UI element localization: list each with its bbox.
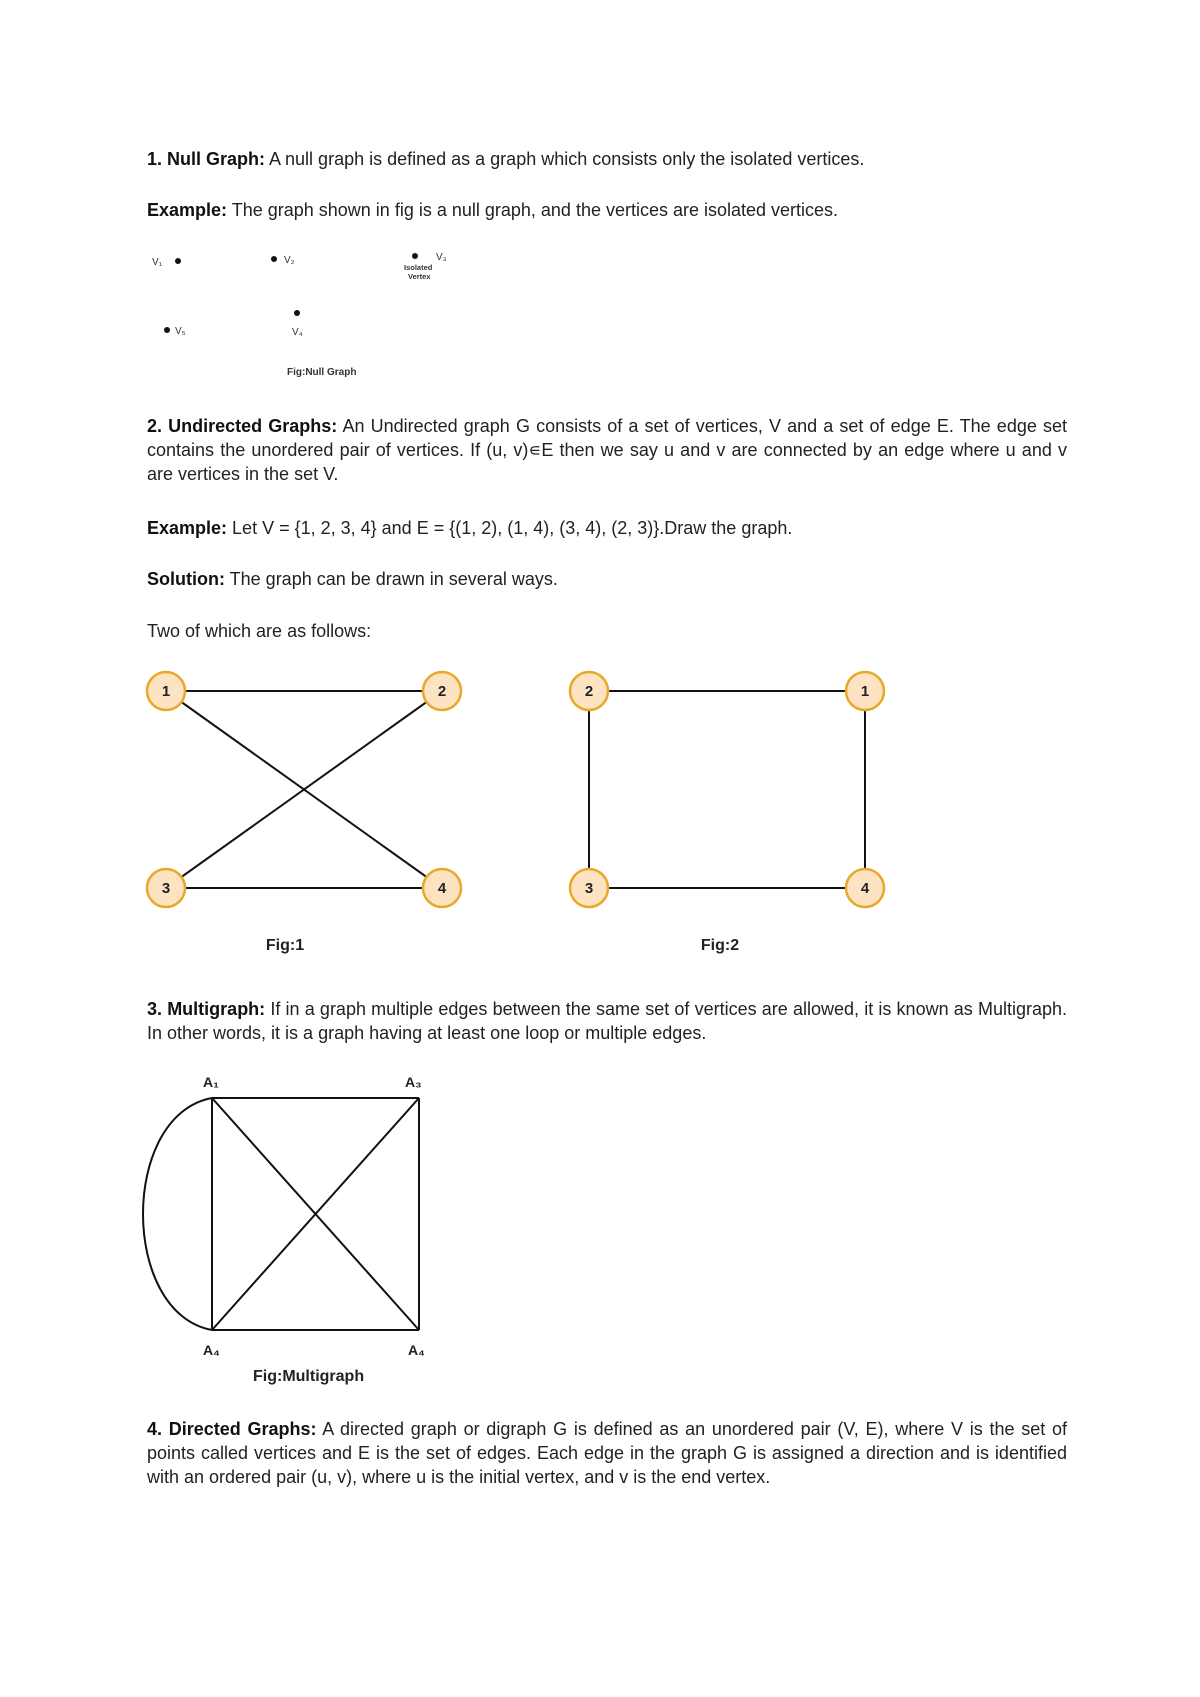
figure-caption: Fig:Multigraph: [253, 1368, 365, 1385]
undirected-example: [147, 516, 1067, 540]
undirected-solution: [147, 567, 1067, 591]
figure-caption: Fig:1: [265, 937, 305, 954]
undirected-definition: An Undirected graph G consists of a set of vertices, V and a set of edge E. The edge set contains the unordered pair of vertices. If (u, v)∊E then we say u and v are connected by an edge where u and v are vertices in the set V.: [147, 416, 1067, 484]
directed-heading: 4. Directed Graphs:: [147, 1419, 317, 1439]
solution-text: The graph can be drawn in several ways.: [224, 569, 558, 589]
vertex-dot: [175, 258, 181, 264]
null-graph-paragraph: [147, 147, 1067, 171]
undirected-paragraph: [147, 414, 1067, 486]
vertex-dot: [294, 310, 300, 316]
two-ways-text: Two of which are as follows:: [147, 621, 372, 641]
isolated-label: Isolated: [404, 263, 433, 272]
isolated-label: Vertex: [408, 272, 431, 281]
node-label: 3: [161, 880, 171, 897]
example-label: Example:: [147, 200, 228, 220]
undirected-figures: [140, 660, 900, 960]
multi-edge-curve: [143, 1098, 212, 1330]
example-label: Example:: [147, 518, 228, 538]
multigraph-figure: [140, 1065, 440, 1390]
multigraph-definition: If in a graph multiple edges between the same set of vertices are allowed, it is known as Multigraph. In other words, it is a graph having at least one loop or multiple edges.: [147, 999, 1068, 1043]
node-label: 4: [437, 880, 447, 897]
vertex-label: A₄: [203, 1342, 220, 1358]
vertex-label: A₃: [405, 1074, 422, 1090]
null-graph-heading: 1. Null Graph:: [147, 149, 266, 169]
null-graph-definition: A null graph is defined as a graph which consists only the isolated vertices.: [265, 149, 865, 169]
vertex-label: A₁: [203, 1074, 219, 1090]
figure-caption: Fig:2: [700, 937, 740, 954]
vertex-label: V₂: [284, 255, 295, 266]
node-label: 4: [860, 880, 870, 897]
multigraph-paragraph: [147, 997, 1067, 1045]
vertex-label: V₃: [436, 252, 447, 263]
solution-label: Solution:: [147, 569, 225, 589]
figure-caption: Fig:Null Graph: [287, 367, 357, 378]
multigraph-heading: 3. Multigraph:: [147, 999, 266, 1019]
null-graph-example: [147, 198, 1067, 222]
null-graph-figure: [140, 245, 460, 380]
vertex-label: V₁: [152, 257, 163, 268]
directed-definition: A directed graph or digraph G is defined as an unordered pair (V, E), where V is the set of points called vertices and E is the set of edges. Each edge in the graph G is assigned a direction and is identified with an ordered pair (u, v), where u is the initial vertex, and v is the end vertex.: [147, 1419, 1067, 1487]
node-label: 2: [584, 683, 594, 700]
directed-paragraph: [147, 1417, 1067, 1489]
vertex-label: A₄: [408, 1342, 425, 1358]
example-text: Let V = {1, 2, 3, 4} and E = {(1, 2), (1, 4), (3, 4), (2, 3)}.Draw the graph.: [227, 518, 793, 538]
vertex-dot: [412, 253, 418, 259]
undirected-heading: 2. Undirected Graphs:: [147, 416, 338, 436]
vertex-dot: [271, 256, 277, 262]
node-label: 1: [161, 683, 171, 700]
example-text: The graph shown in fig is a null graph, and the vertices are isolated vertices.: [227, 200, 839, 220]
node-label: 3: [584, 880, 594, 897]
node-label: 1: [860, 683, 870, 700]
vertex-label: V₄: [292, 327, 303, 338]
node-label: 2: [437, 683, 447, 700]
vertex-label: V₅: [175, 326, 186, 337]
vertex-dot: [164, 327, 170, 333]
